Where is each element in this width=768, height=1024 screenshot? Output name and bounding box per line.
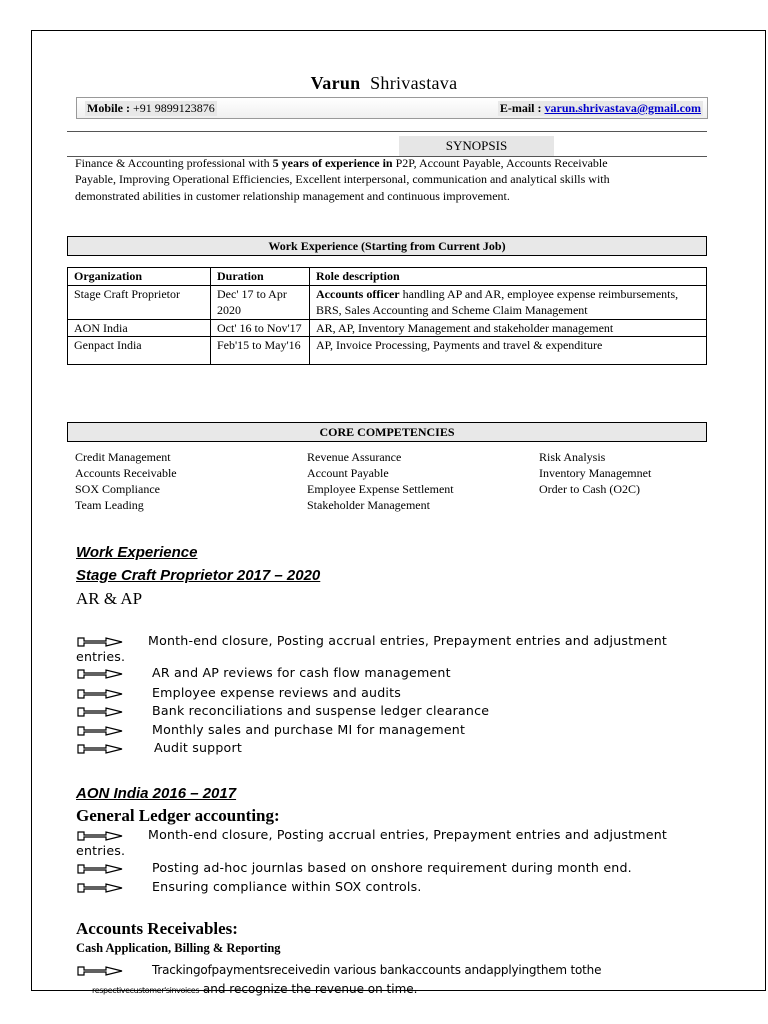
table-cell: Dec' 17 to Apr 2020 (211, 285, 310, 319)
table-header: Organization (68, 268, 211, 286)
list-item: SOX Compliance (75, 482, 160, 496)
table-header: Duration (211, 268, 310, 286)
arrow-bullet-icon (76, 668, 124, 680)
table-cell: AR, AP, Inventory Management and stakeholder management (310, 319, 707, 337)
bullet-continuation: entries. (76, 649, 126, 664)
table-header: Role description (310, 268, 707, 286)
work-experience-table-title: Work Experience (Starting from Current Job) (67, 236, 707, 256)
list-item: Account Payable (307, 466, 389, 480)
list-item: Stakeholder Management (307, 498, 430, 512)
list-item: Employee Expense Settlement (307, 482, 454, 496)
table-row (68, 285, 707, 319)
table-cell: Accounts officer handling AP and AR, employee expense reimbursements, BRS, Sales Accounting and Scheme Claim Management (310, 285, 707, 319)
competency-column (75, 449, 177, 513)
bullet-continuation: entries. (76, 843, 126, 858)
list-item: Inventory Managemnet (539, 466, 652, 480)
email-info: E-mail : varun.shrivastava@gmail.com (499, 101, 701, 115)
competency-column (539, 449, 651, 497)
arrow-bullet-icon (76, 965, 124, 977)
arrow-bullet-icon (76, 882, 124, 894)
bullet-text: Month-end closure, Posting accrual entries, Prepayment entries and adjustment (148, 633, 668, 648)
job-heading: Stage Craft Proprietor 2017 – 2020 (76, 567, 321, 584)
bullet-text: AR and AP reviews for cash flow management (152, 665, 451, 680)
list-item: Accounts Receivable (75, 466, 177, 480)
bullet-text: Trackingofpaymentsreceivedin various bankaccounts andapplyingthem tothe (152, 963, 602, 977)
list-item: Credit Management (75, 450, 171, 464)
list-item: Order to Cash (O2C) (539, 482, 640, 496)
mobile-info: Mobile : +91 9899123876 (87, 101, 215, 115)
list-item: Risk Analysis (539, 450, 606, 464)
candidate-name: Varun Shrivastava (310, 73, 458, 93)
job-heading: AON India 2016 – 2017 (76, 785, 237, 802)
ar-heading: Accounts Receivables: (76, 919, 238, 938)
table-cell: AON India (68, 319, 211, 337)
bullet-text: Ensuring compliance within SOX controls. (152, 879, 422, 894)
bullet-text: Bank reconciliations and suspense ledger clearance (152, 703, 490, 718)
bullet-text: Employee expense reviews and audits (152, 685, 401, 700)
table-row (68, 337, 707, 365)
table-cell: Feb'15 to May'16 (211, 337, 310, 365)
arrow-bullet-icon (76, 863, 124, 875)
work-experience-table (67, 267, 707, 365)
bullet-text: Posting ad-hoc journlas based on onshore requirement during month end. (152, 860, 632, 875)
bullet-text: Month-end closure, Posting accrual entries, Prepayment entries and adjustment (148, 827, 668, 842)
ar-subheading: Cash Application, Billing & Reporting (76, 941, 281, 955)
competency-column (307, 449, 454, 513)
job-subheading: General Ledger accounting: (76, 806, 280, 825)
list-item: Revenue Assurance (307, 450, 402, 464)
arrow-bullet-icon (76, 725, 124, 737)
arrow-bullet-icon (76, 743, 124, 755)
bullet-text: Audit support (154, 740, 242, 755)
synopsis-title: SYNOPSIS (399, 136, 554, 156)
contact-bar (76, 97, 708, 119)
divider (67, 131, 707, 132)
list-item: Team Leading (75, 498, 144, 512)
job-subheading: AR & AP (76, 589, 143, 608)
table-cell: Oct' 16 to Nov'17 (211, 319, 310, 337)
synopsis-text: Finance & Accounting professional with 5 years of experience in P2P, Account Payable, Accounts Receivable Payable, Improving Operational Efficiencies, Excellent interpersonal, communication and analytical skills with demonstrated abilities in customer relationship management and continuous improvement. (75, 156, 610, 203)
arrow-bullet-icon (76, 706, 124, 718)
bullet-text: Monthly sales and purchase MI for management (152, 722, 466, 737)
arrow-bullet-icon (76, 688, 124, 700)
synopsis-header (67, 133, 707, 155)
table-cell: Stage Craft Proprietor (68, 285, 211, 319)
arrow-bullet-icon (76, 830, 124, 842)
work-experience-heading: Work Experience (76, 544, 198, 561)
table-cell: Genpact India (68, 337, 211, 365)
core-competencies-title: CORE COMPETENCIES (67, 422, 707, 442)
bullet-continuation: respectivecustomer'sinvoices and recognize the revenue on time. (92, 982, 418, 996)
arrow-bullet-icon (76, 636, 124, 648)
table-cell: AP, Invoice Processing, Payments and travel & expenditure (310, 337, 707, 365)
email-link[interactable]: varun.shrivastava@gmail.com (544, 101, 701, 115)
table-row (68, 319, 707, 337)
